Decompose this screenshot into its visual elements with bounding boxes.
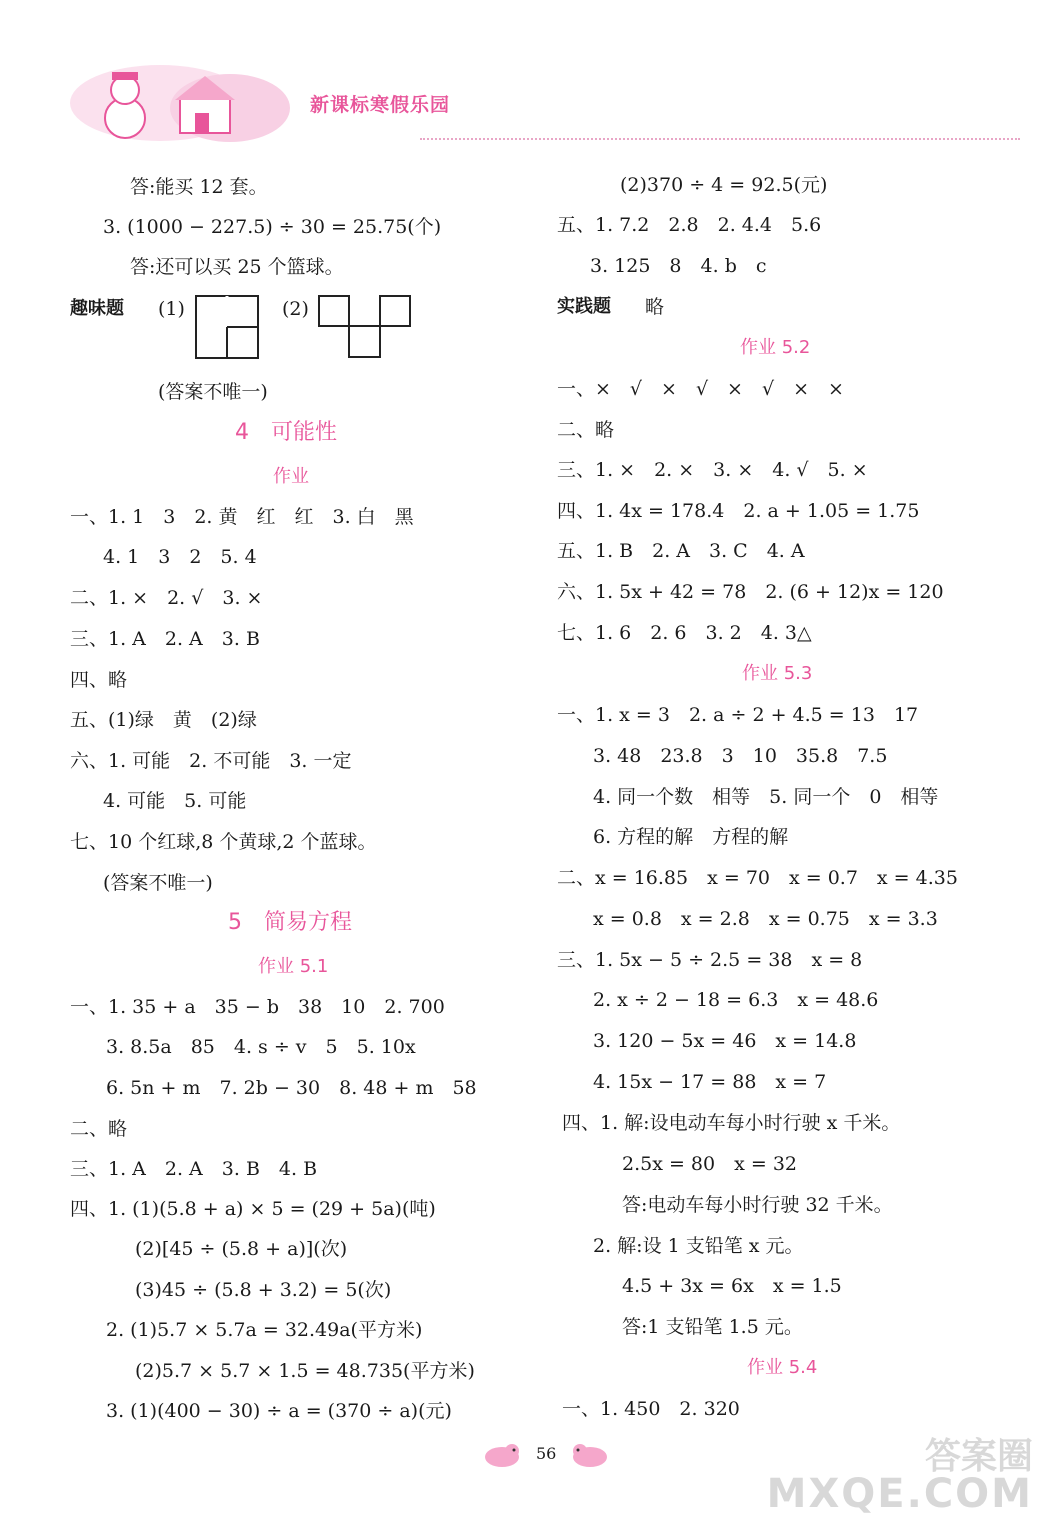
answer-line: 七、1. 6 2. 6 3. 2 4. 3△	[557, 622, 812, 644]
answer-line: 答:能买 12 套。	[130, 176, 268, 198]
quwei-label: 趣味题	[70, 298, 124, 319]
answer-line: 3. 125 8 4. b c	[590, 255, 767, 277]
answer-line: 一、1. 1 3 2. 黄 红 红 3. 白 黑	[70, 506, 414, 528]
answer-line: 一、1. x = 3 2. a ÷ 2 + 4.5 = 13 17	[557, 704, 919, 726]
answer-line: 二、略	[70, 1118, 128, 1140]
answer-line: 三、1. 5x − 5 ÷ 2.5 = 38 x = 8	[557, 949, 863, 971]
note-text: (答案不唯一)	[103, 872, 213, 894]
subsection-title: 作业 5.3	[742, 663, 813, 684]
answer-line: 4. 15x − 17 = 88 x = 7	[593, 1071, 827, 1093]
answer-line: 六、1. 可能 2. 不可能 3. 一定	[70, 750, 352, 772]
answer-line: 四、1. 解:设电动车每小时行驶 x 千米。	[562, 1112, 901, 1134]
answer-line: 4.5 + 3x = 6x x = 1.5	[622, 1275, 842, 1297]
answer-line: 3. 8.5a 85 4. s ÷ v 5 5. 10x	[106, 1036, 416, 1058]
grid-figure-1	[195, 295, 261, 359]
answer-line: 4. 1 3 2 5. 4	[103, 546, 257, 568]
answer-line: (2)[45 ÷ (5.8 + a)](次)	[135, 1238, 348, 1260]
answer-line: 七、10 个红球,8 个黄球,2 个蓝球。	[70, 831, 377, 853]
answer-line: 二、1. × 2. √ 3. ×	[70, 587, 263, 609]
answer-line: 3. 120 − 5x = 46 x = 14.8	[593, 1030, 857, 1052]
answer-line: 2.5x = 80 x = 32	[622, 1153, 797, 1175]
section-title: 5 简易方程	[228, 910, 352, 935]
section-title: 4 可能性	[235, 420, 337, 445]
answer-line: 三、1. A 2. A 3. B	[70, 628, 260, 650]
answer-line: 五、1. B 2. A 3. C 4. A	[557, 540, 805, 562]
quwei-part-2: (2)	[282, 298, 309, 320]
answer-line: 一、1. 35 + a 35 − b 38 10 2. 700	[70, 996, 445, 1018]
subsection-title: 作业 5.1	[258, 956, 329, 977]
header-title: 新课标寒假乐园	[310, 94, 451, 116]
quwei-part-1: (1)	[158, 298, 185, 320]
answer-line: 二、略	[557, 419, 615, 441]
answer-line: x = 0.8 x = 2.8 x = 0.75 x = 3.3	[593, 908, 938, 930]
shijian-value: 略	[645, 296, 665, 318]
answer-line: 答:1 支铅笔 1.5 元。	[622, 1316, 803, 1338]
bird-left-icon	[482, 1440, 524, 1470]
answer-line: 4. 可能 5. 可能	[103, 790, 247, 812]
answer-line: 三、1. × 2. × 3. × 4. √ 5. ×	[557, 459, 868, 481]
answer-line: 6. 5n + m 7. 2b − 30 8. 48 + m 58	[106, 1077, 477, 1099]
answer-line: 2. x ÷ 2 − 18 = 6.3 x = 48.6	[593, 989, 879, 1011]
answer-line: 五、(1)绿 黄 (2)绿	[70, 709, 257, 731]
answer-line: 四、略	[70, 669, 128, 691]
answer-line: 3. (1)(400 − 30) ÷ a = (370 ÷ a)(元)	[106, 1400, 452, 1422]
answer-line: 4. 同一个数 相等 5. 同一个 0 相等	[593, 786, 939, 808]
answer-line: 一、1. 450 2. 320	[562, 1398, 740, 1420]
note-text: (答案不唯一)	[158, 381, 268, 403]
answer-line: (2)370 ÷ 4 = 92.5(元)	[620, 174, 828, 196]
answer-line: 六、1. 5x + 42 = 78 2. (6 + 12)x = 120	[557, 581, 944, 603]
page-number: 56	[536, 1444, 557, 1463]
answer-line: 四、1. 4x = 178.4 2. a + 1.05 = 1.75	[557, 500, 920, 522]
answer-line: 五、1. 7.2 2.8 2. 4.4 5.6	[557, 214, 822, 236]
answer-line: 一、× √ × √ × √ × ×	[557, 378, 844, 400]
answer-line: 四、1. (1)(5.8 + a) × 5 = (29 + 5a)(吨)	[70, 1198, 436, 1220]
subsection-title: 作业 5.2	[740, 337, 811, 358]
answer-line: 6. 方程的解 方程的解	[593, 826, 789, 848]
answer-line: 三、1. A 2. A 3. B 4. B	[70, 1158, 318, 1180]
answer-line: 答:电动车每小时行驶 32 千米。	[622, 1194, 893, 1216]
subsection-title: 作业	[273, 466, 309, 487]
subsection-title: 作业 5.4	[747, 1357, 818, 1378]
answer-line: 3. 48 23.8 3 10 35.8 7.5	[593, 745, 888, 767]
watermark-url: MXQE.COM	[766, 1471, 1033, 1517]
bird-right-icon	[568, 1440, 610, 1470]
watermark-logo: 答案圈	[924, 1436, 1033, 1477]
answer-line: 答:还可以买 25 个篮球。	[130, 256, 344, 278]
header-divider	[420, 138, 1020, 140]
answer-line: 2. (1)5.7 × 5.7a = 32.49a(平方米)	[106, 1319, 423, 1341]
answer-line: 3. (1000 − 227.5) ÷ 30 = 25.75(个)	[103, 216, 442, 238]
grid-figure-2	[318, 295, 414, 359]
answer-line: (3)45 ÷ (5.8 + 3.2) = 5(次)	[135, 1279, 392, 1301]
shijian-label: 实践题	[557, 296, 611, 317]
answer-line: (2)5.7 × 5.7 × 1.5 = 48.735(平方米)	[135, 1360, 475, 1382]
answer-line: 二、x = 16.85 x = 70 x = 0.7 x = 4.35	[557, 867, 958, 889]
page-header	[60, 48, 1020, 148]
answer-line: 2. 解:设 1 支铅笔 x 元。	[593, 1235, 804, 1257]
